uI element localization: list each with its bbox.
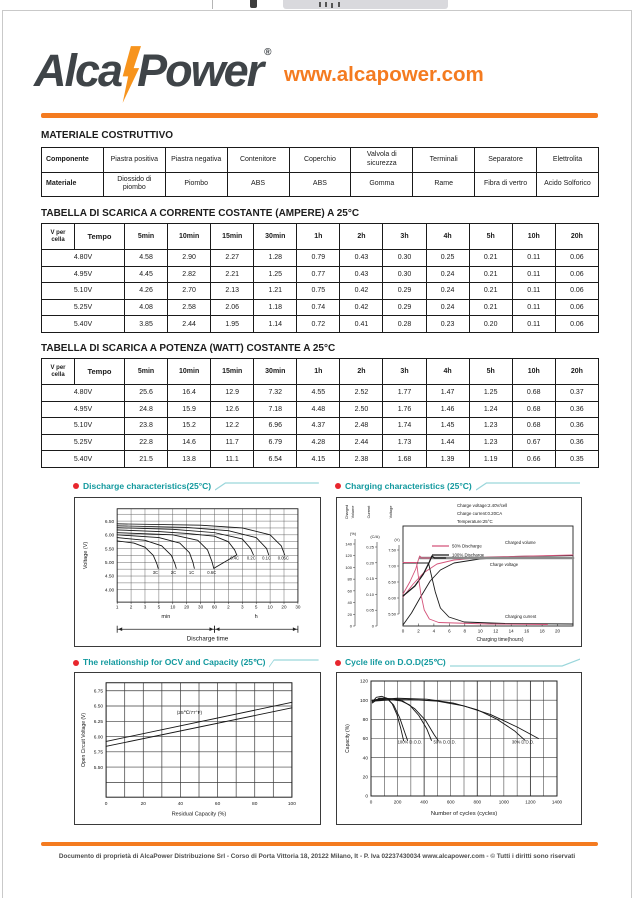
svg-text:10: 10 [267, 604, 273, 610]
svg-text:(V): (V) [394, 537, 400, 542]
svg-text:3: 3 [241, 604, 244, 610]
chart-ocv [74, 672, 321, 825]
svg-text:60: 60 [214, 802, 221, 808]
svg-text:6.00: 6.00 [388, 595, 396, 601]
svg-text:0.2C: 0.2C [246, 555, 256, 561]
logo-text-alca: Alca [34, 45, 122, 96]
svg-text:6.50: 6.50 [388, 579, 396, 585]
svg-text:30: 30 [198, 604, 204, 610]
svg-text:6.25: 6.25 [93, 719, 104, 725]
svg-text:10: 10 [170, 604, 176, 610]
svg-text:0.05C: 0.05C [277, 555, 289, 561]
datasheet-page [2, 10, 632, 898]
svg-text:8: 8 [463, 628, 467, 634]
watt-table-title: TABELLA DI SCARICA A POTENZA (WATT) COSTANTE A 25°C [41, 343, 336, 354]
svg-text:5: 5 [157, 604, 161, 610]
svg-text:1400: 1400 [551, 799, 563, 805]
svg-text:200: 200 [393, 799, 402, 805]
alcapower-logo [34, 45, 271, 103]
footer-text: Documento di proprietà di AlcaPower Distribuzione Srl - Corso di Porta Vittoria 18, 20122 Milano, It - P. Iva 02237430034 www.alcapower.com - © Tutti i diritti sono riservati [58, 853, 576, 860]
svg-text:5.00: 5.00 [104, 561, 115, 567]
svg-text:Capacity (%): Capacity (%) [345, 724, 351, 753]
svg-text:Charge current:0.20CA: Charge current:0.20CA [457, 511, 503, 516]
ampere-table-title: TABELLA DI SCARICA A CORRENTE COSTANTE (AMPERE) A 25°C [41, 208, 360, 219]
svg-text:120: 120 [359, 679, 368, 685]
construction-title: MATERIALE COSTRUTTIVO [41, 130, 174, 141]
svg-text:Number of cycles (cycles): Number of cycles (cycles) [430, 811, 498, 817]
svg-text:2: 2 [417, 628, 420, 634]
svg-text:100% Discharge: 100% Discharge [452, 552, 485, 558]
svg-text:14: 14 [508, 628, 514, 634]
svg-text:5.50: 5.50 [93, 765, 104, 771]
svg-text:6.00: 6.00 [104, 533, 115, 539]
svg-text:80: 80 [347, 576, 352, 582]
svg-text:80: 80 [362, 718, 368, 724]
svg-text:6.50: 6.50 [104, 519, 115, 525]
svg-text:100: 100 [287, 802, 296, 808]
svg-text:1000: 1000 [498, 799, 509, 805]
svg-text:h: h [254, 614, 258, 621]
svg-text:20: 20 [140, 802, 146, 808]
svg-text:0: 0 [401, 628, 405, 634]
svg-text:Charging current: Charging current [505, 614, 537, 619]
svg-text:20: 20 [555, 628, 561, 634]
title-swoosh-line [476, 480, 580, 492]
svg-text:2: 2 [227, 604, 230, 610]
svg-text:Temperature:25°C: Temperature:25°C [457, 519, 493, 524]
svg-text:100: 100 [345, 564, 352, 570]
svg-text:1C: 1C [188, 569, 195, 575]
svg-text:20: 20 [281, 604, 287, 610]
svg-text:40: 40 [362, 756, 368, 762]
svg-text:80: 80 [252, 802, 258, 808]
svg-text:6.50: 6.50 [93, 704, 104, 710]
svg-text:Voltage: Voltage [389, 505, 393, 519]
svg-text:7.50: 7.50 [388, 547, 396, 553]
construction-table: Componente Piastra positiva Piastra negativa Contenitore Coperchio Valvola di sicurezza Terminali Separatore Elettrolita Materiale Diossido di piombo Piombo ABS ABS Gomma Rame Fibra di vertro Acido Solforico [41, 147, 599, 197]
svg-text:4.00: 4.00 [104, 588, 115, 594]
svg-text:5.50: 5.50 [104, 547, 115, 553]
red-bullet-icon [73, 483, 79, 489]
svg-text:50% Discharge: 50% Discharge [452, 543, 482, 549]
toolbar-zoom-text-fragment [319, 2, 321, 7]
svg-text:3: 3 [143, 604, 147, 610]
svg-text:3C: 3C [152, 569, 159, 575]
red-bullet-icon [335, 660, 341, 666]
chart-title-discharge: Discharge characteristics(25°C) [73, 479, 319, 492]
red-bullet-icon [73, 660, 79, 666]
svg-text:20: 20 [347, 611, 352, 617]
ampere-discharge-table: V per cella Tempo 5min 10min 15min 30min 1h 2h 3h 4h 5h 10h 20h 4.80V 4.58 2.90 2.27 1.28 0.79 0.43 0.30 0.25 0.21 0.11 0.06 4.95V 4.45 2.82 2.21 1.25 0.77 0.43 0.30 0.24 0.21 0.11 0.06 5.10V 4.26 2.70 2.13 1.21 0.75 0.42 0.29 0.24 0.21 0.11 0.06 5.25V 4.08 2.58 2.06 1.18 0.74 0.42 0.29 0.24 0.21 0.11 0.06 5.40V 3.85 2.44 1.95 1.14 0.72 0.41 0.28 0.23 0.20 0.11 0.06 [41, 223, 599, 333]
chart-discharge [74, 497, 321, 647]
svg-text:0.4C: 0.4C [230, 555, 240, 561]
svg-text:0: 0 [371, 623, 374, 629]
svg-text:6.75: 6.75 [93, 689, 104, 695]
svg-text:50% D.O.D.: 50% D.O.D. [433, 739, 456, 745]
chart-title-ocv: The relationship for OCV and Capacity (25℃) [73, 656, 319, 669]
svg-text:Open Circuit Voltage (V): Open Circuit Voltage (V) [81, 712, 88, 768]
watt-discharge-table: V per cella Tempo 5min 10min 15min 30min 1h 2h 3h 4h 5h 10h 20h 4.80V 25.6 16.4 12.9 7.32 4.55 2.52 1.77 1.47 1.25 0.68 0.37 4.95V 24.8 15.9 12.6 7.18 4.48 2.50 1.76 1.46 1.24 0.68 0.36 5.10V 23.8 15.2 12.2 6.96 4.37 2.48 1.74 1.45 1.23 0.68 0.36 5.25V 22.8 14.6 11.7 6.79 4.28 2.44 1.73 1.44 1.23 0.67 0.36 5.40V 21.5 13.8 11.1 6.54 4.15 2.38 1.68 1.39 1.19 0.66 0.35 [41, 358, 599, 468]
chart-title-cycle-life: Cycle life on D.O.D(25℃) [335, 656, 580, 669]
svg-text:Volume: Volume [351, 505, 355, 519]
svg-text:0.05: 0.05 [366, 607, 374, 613]
svg-text:(C/A): (C/A) [370, 534, 380, 539]
svg-text:40: 40 [177, 802, 184, 808]
svg-text:5.75: 5.75 [93, 750, 104, 756]
svg-text:600: 600 [446, 799, 455, 805]
svg-text:min: min [161, 614, 171, 621]
svg-text:4: 4 [432, 628, 436, 634]
title-swoosh-line [450, 657, 580, 669]
svg-text:0.15: 0.15 [366, 576, 374, 582]
svg-text:1200: 1200 [525, 799, 536, 805]
svg-text:20: 20 [362, 775, 368, 781]
svg-text:Current: Current [367, 505, 371, 519]
svg-text:6: 6 [448, 628, 451, 634]
svg-text:(%): (%) [349, 531, 357, 536]
svg-text:60: 60 [211, 604, 218, 610]
svg-text:0.10: 0.10 [366, 591, 374, 597]
toolbar-icon[interactable] [250, 0, 257, 8]
svg-text:7.00: 7.00 [388, 563, 396, 569]
lightning-bolt-icon [119, 46, 141, 103]
title-swoosh-line [269, 657, 319, 669]
svg-text:18: 18 [539, 628, 545, 634]
chart-charging [336, 497, 582, 647]
registered-mark: ® [264, 47, 272, 58]
svg-text:0.20: 0.20 [366, 560, 374, 566]
svg-text:5: 5 [254, 604, 258, 610]
svg-text:40: 40 [347, 600, 352, 606]
svg-text:6.00: 6.00 [93, 735, 104, 741]
svg-text:100% D.O.D.: 100% D.O.D. [397, 739, 423, 745]
toolbar-divider [212, 0, 213, 9]
svg-text:30: 30 [295, 604, 301, 610]
svg-text:120: 120 [345, 553, 352, 559]
svg-text:800: 800 [473, 799, 482, 805]
svg-text:0: 0 [349, 623, 352, 629]
toolbar-zoom-box[interactable] [283, 0, 448, 9]
svg-text:0: 0 [365, 794, 368, 800]
svg-text:0: 0 [369, 799, 373, 805]
title-swoosh-line [215, 480, 319, 492]
svg-text:(25℃/77°F): (25℃/77°F) [176, 710, 203, 716]
svg-text:400: 400 [420, 799, 428, 805]
red-bullet-icon [335, 483, 341, 489]
svg-text:16: 16 [524, 628, 530, 634]
svg-text:Discharge time: Discharge time [186, 635, 229, 643]
svg-text:0: 0 [104, 802, 108, 808]
svg-text:20: 20 [184, 604, 190, 610]
svg-text:60: 60 [347, 588, 352, 594]
svg-text:Charge voltage: Charge voltage [489, 562, 519, 567]
svg-text:Residual Capacity (%): Residual Capacity (%) [171, 811, 227, 818]
svg-text:Charged volume: Charged volume [505, 540, 536, 545]
chart-cycle-life [336, 672, 582, 825]
chart-title-charging: Charging characteristics (25°C) [335, 479, 580, 492]
svg-text:5.50: 5.50 [388, 611, 396, 617]
svg-text:2C: 2C [170, 569, 177, 575]
svg-text:Voltage (V): Voltage (V) [83, 541, 90, 570]
svg-text:140: 140 [345, 541, 352, 547]
svg-text:30% D.O.D.: 30% D.O.D. [511, 739, 535, 745]
svg-text:0.25: 0.25 [366, 544, 374, 550]
header-rule [41, 113, 598, 118]
svg-text:Charged: Charged [345, 504, 349, 520]
logo-text-power: Power [137, 45, 263, 96]
svg-text:0.6C: 0.6C [207, 569, 217, 575]
svg-text:1: 1 [115, 604, 119, 610]
svg-text:Charging time(hours): Charging time(hours) [476, 637, 524, 643]
svg-text:2: 2 [129, 604, 133, 610]
svg-text:0.1C: 0.1C [262, 555, 272, 561]
website-link[interactable]: www.alcapower.com [284, 63, 484, 86]
footer-rule [41, 842, 598, 846]
svg-text:10: 10 [477, 628, 483, 634]
svg-text:60: 60 [362, 737, 368, 743]
svg-text:100: 100 [359, 698, 368, 704]
svg-text:Charge voltage:2.40V/cell: Charge voltage:2.40V/cell [457, 503, 508, 508]
svg-text:12: 12 [493, 628, 499, 634]
svg-text:4.50: 4.50 [104, 574, 115, 580]
viewer-toolbar [0, 0, 634, 10]
